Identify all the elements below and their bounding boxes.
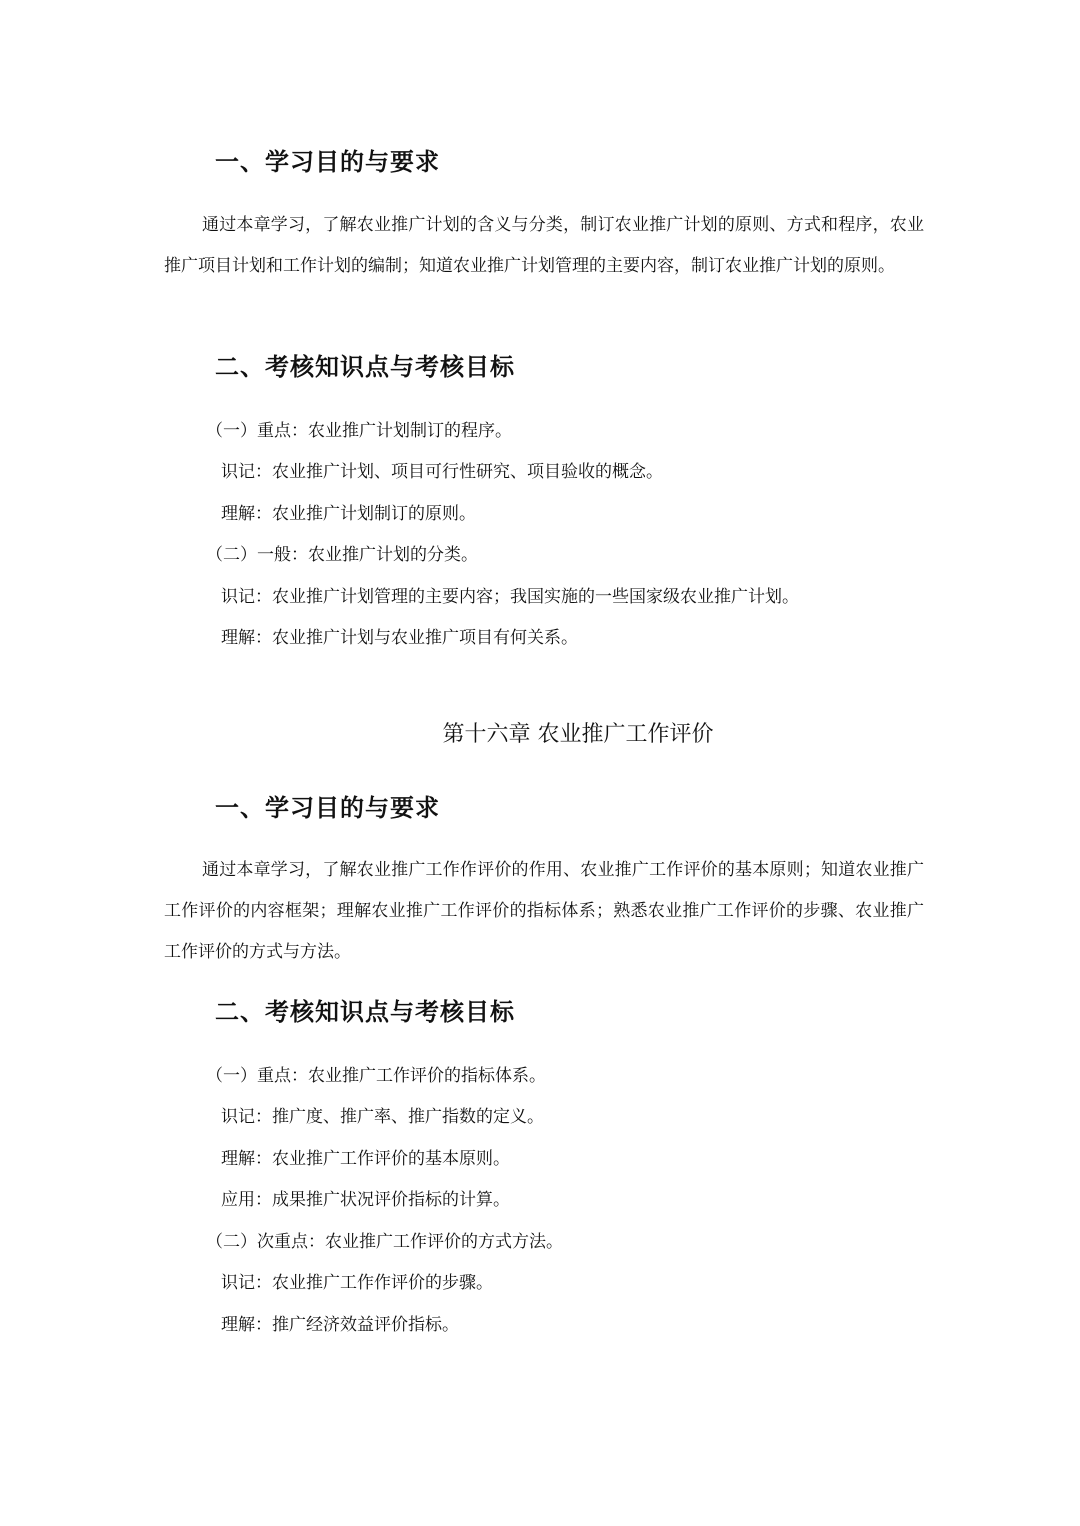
section1-item-understand-2: 理解：农业推广计划与农业推广项目有何关系。	[221, 628, 578, 648]
section1-exam-heading: 二、考核知识点与考核目标	[215, 353, 515, 381]
chapter16-item-understand: 理解：农业推广工作评价的基本原则。	[221, 1149, 510, 1169]
section1-goal-heading: 一、学习目的与要求	[215, 148, 440, 176]
section1-item-memorize: 识记：农业推广计划、项目可行性研究、项目验收的概念。	[221, 462, 663, 482]
chapter16-goal-paragraph: 通过本章学习，了解农业推广工作作评价的作用、农业推广工作评价的基本原则；知道农业推广工作评价的内容框架；理解农业推广工作评价的指标体系；熟悉农业推广工作评价的步骤、农业推广工作评价的方式与方法。	[164, 860, 924, 962]
section1-item-general: （二）一般：农业推广计划的分类。	[206, 545, 478, 565]
chapter16-item-understand-2: 理解：推广经济效益评价指标。	[221, 1315, 459, 1335]
chapter16-item-memorize: 识记：推广度、推广率、推广指数的定义。	[221, 1107, 544, 1127]
section1-goal-paragraph: 通过本章学习，了解农业推广计划的含义与分类，制订农业推广计划的原则、方式和程序，农业推广项目计划和工作计划的编制；知道农业推广计划管理的主要内容，制订农业推广计划的原则。	[164, 215, 924, 276]
chapter16-item-apply: 应用：成果推广状况评价指标的计算。	[221, 1190, 510, 1210]
section1-item-understand: 理解：农业推广计划制订的原则。	[221, 504, 476, 524]
chapter16-item-key-point: （一）重点：农业推广工作评价的指标体系。	[206, 1066, 546, 1086]
chapter16-exam-heading: 二、考核知识点与考核目标	[215, 998, 515, 1026]
chapter16-goal-heading: 一、学习目的与要求	[215, 794, 440, 822]
chapter16-item-memorize-2: 识记：农业推广工作作评价的步骤。	[221, 1273, 493, 1293]
chapter-title: 第十六章 农业推广工作评价	[442, 722, 714, 747]
section1-item-memorize-2: 识记：农业推广计划管理的主要内容；我国实施的一些国家级农业推广计划。	[221, 587, 799, 607]
chapter16-item-secondary-key: （二）次重点：农业推广工作评价的方式方法。	[206, 1232, 563, 1252]
section1-item-key-point: （一）重点：农业推广计划制订的程序。	[206, 421, 512, 441]
